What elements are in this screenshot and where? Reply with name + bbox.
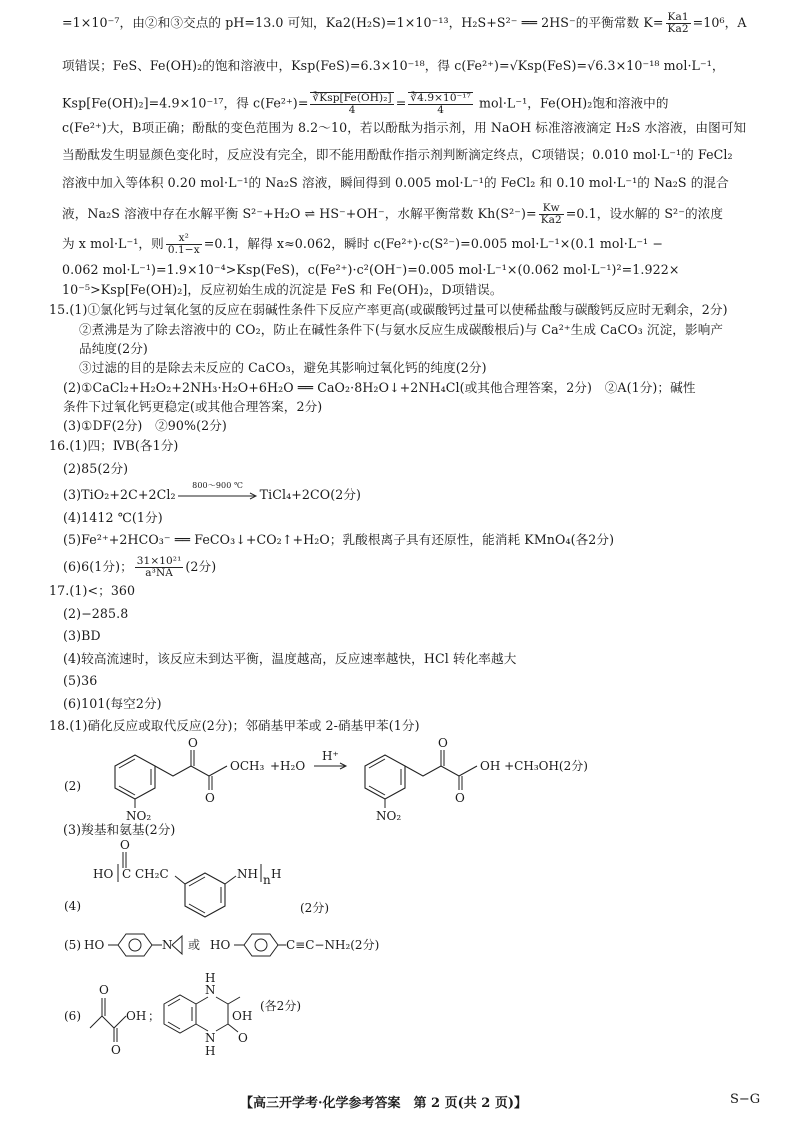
ring-double-bond	[369, 759, 385, 768]
cube-root-fraction-1	[310, 92, 393, 116]
q18-polymer-structure	[60, 840, 380, 944]
q14-line-7	[62, 203, 777, 226]
q17-line-2	[63, 606, 778, 622]
q16-l3-a: (3)TiO₂+2C+2Cl₂	[63, 487, 176, 502]
footer-code: S−G	[730, 1092, 761, 1107]
q14-line-8	[62, 233, 777, 256]
frac-den: 4	[437, 104, 444, 116]
q18-line-1	[49, 718, 764, 734]
frac-den: a³NA	[145, 567, 173, 579]
q16-l4-text: (4)1412 ℃(1分)	[63, 510, 163, 525]
carbonyl-o: O	[99, 983, 109, 997]
product-chain	[405, 766, 477, 776]
q14-l4-text: c(Fe²⁺)大，B项正确；酚酞的变色范围为 8.2～10，若以酚酞为指示剂，用 NaOH 标准溶液滴定 H₂S 水溶液，由图可知	[62, 120, 747, 135]
q15-l7-text: (3)①DF(2分) ②90%(2分)	[63, 418, 227, 433]
aromatic-circle	[255, 939, 267, 951]
q15-l3-text: 品纯度(2分)	[79, 341, 148, 356]
q14-l2-text: 项错误；FeS、Fe(OH)₂的饱和溶液中，Ksp(FeS)=6.3×10⁻¹⁸，得 c(Fe²⁺)=√Ksp(FeS)=√6.3×10⁻¹⁸ mol·L⁻¹，	[62, 58, 725, 73]
q15-line-5	[63, 380, 778, 396]
isomer-figure	[60, 930, 560, 960]
q16-l5-text: (5)Fe²⁺+2HCO₃⁻ ══ FeCO₃↓+CO₂↑+H₂O；乳酸根离子具有还原性，能消耗 KMnO₄(各2分)	[63, 532, 615, 547]
q14-l1-tail: =10⁶，A	[692, 15, 747, 30]
aziridine-n: N	[162, 938, 173, 952]
q16-line-4	[63, 510, 778, 526]
carbonyl-o: O	[205, 791, 215, 805]
benzene-ring-quinoxaline	[164, 995, 196, 1033]
density-fraction	[135, 556, 184, 579]
isomer-a-ho: HO	[84, 938, 105, 952]
frac-den: 0.1−x	[167, 244, 200, 256]
q18-2-label: (2)	[64, 779, 81, 793]
ester-och3: OCH₃	[230, 759, 265, 773]
q16-line-6	[63, 556, 778, 579]
q18-hydrolysis-reaction	[60, 738, 700, 832]
benzene-ring-isomer-a	[118, 934, 152, 956]
q18-6-label: (6)	[64, 1009, 81, 1023]
q14-l8-a: 为 x mol·L⁻¹，则	[62, 236, 164, 251]
q14-l9-text: 0.062 mol·L⁻¹)=1.9×10⁻⁴>Ksp(FeS)，c(Fe²⁺)·c²(OH⁻)=0.005 mol·L⁻¹×(0.062 mol·L⁻¹)²=1.922×	[62, 262, 680, 277]
carbonyl-o: O	[111, 1043, 121, 1057]
q14-l1-text: =1×10⁻⁷，由②和③交点的 pH=13.0 可知，Ka2(H₂S)=1×10⁻¹³，H₂S+S²⁻ ══ 2HS⁻的平衡常数 K=	[62, 15, 664, 30]
q17-l1-text: 17.(1)<；360	[49, 583, 136, 598]
ring-double-bond	[119, 786, 135, 795]
q18-6-score: (各2分)	[260, 999, 301, 1013]
ring-h-bottom: H	[205, 1044, 216, 1058]
q16-l1-text: 16.(1)四；ⅣB(各1分)	[49, 438, 179, 453]
bond	[196, 997, 208, 1004]
q15-line-1	[49, 302, 764, 318]
reaction-condition: 800～900 ℃	[192, 480, 244, 490]
polymer-ho: HO	[93, 867, 114, 881]
ring-h-top: H	[205, 971, 216, 985]
frac-num: x²	[166, 233, 202, 245]
q16-line-3	[63, 480, 778, 504]
polymer-nh: NH	[237, 867, 258, 881]
q14-line-2	[62, 58, 777, 74]
q14-l7-a: 液，Na₂S 溶液中存在水解平衡 S²⁻+H₂O ⇌ HS⁻+OH⁻，水解平衡常数 Kh(S²⁻)=	[62, 206, 537, 221]
methyl-bond	[228, 997, 240, 1004]
q17-l2-text: (2)−285.8	[63, 606, 129, 621]
carbonyl-o-top: O	[438, 736, 448, 750]
product-text: OH +CH₃OH(2分)	[480, 759, 588, 773]
separator: ；	[148, 1009, 161, 1023]
aromatic-circle	[129, 939, 141, 951]
polymer-c: C	[122, 867, 132, 881]
q15-line-7	[63, 418, 778, 434]
benzene-ring-isomer-b	[244, 934, 278, 956]
q17-l5-text: (5)36	[63, 673, 98, 688]
reactant-no2: NO₂	[126, 809, 152, 823]
plus-water: +H₂O	[270, 759, 306, 773]
q15-l2-text: ②煮沸是为了除去溶液中的 CO₂，防止在碱性条件下(与氨水反应生成碳酸根后)与 Ca²⁺生成 CaCO₃ 沉淀，影响产	[79, 322, 724, 337]
equilibrium-constant-fraction	[666, 12, 691, 35]
pyruvic-oh: OH	[126, 1009, 147, 1023]
q16-line-5	[63, 532, 778, 548]
frac-num: Ka1	[667, 11, 689, 23]
ring-double-bond	[189, 877, 205, 886]
q16-l2-text: (2)85(2分)	[63, 461, 129, 476]
q14-line-10	[62, 282, 777, 298]
q16-l3-b: TiCl₄+2CO(2分)	[259, 487, 362, 502]
q14-l7-b: =0.1，设水解的 S²⁻的浓度	[565, 206, 724, 221]
isomer-b-ho: HO	[210, 938, 231, 952]
q14-line-4	[62, 120, 777, 136]
q17-line-5	[63, 673, 778, 689]
hydrolysis-constant-fraction	[539, 203, 564, 226]
q15-l4-text: ③过滤的目的是除去未反应的 CaCO₃，避免其影响过氧化钙的纯度(2分)	[79, 360, 487, 375]
frac-num: ∛4.9×10⁻¹⁷	[410, 92, 471, 104]
hydrolysis-scheme-figure	[60, 738, 700, 828]
carbonyl-o: O	[238, 1031, 248, 1045]
carbonyl-o: O	[120, 838, 130, 852]
product-no2: NO₂	[376, 809, 402, 823]
pyruvic-skeleton	[90, 1016, 126, 1028]
q18-4-score: (2分)	[300, 901, 329, 915]
q14-l10-text: 10⁻⁵>Ksp[Fe(OH)₂]，反应初始生成的沉淀是 FeS 和 Fe(OH)₂，D项错误。	[62, 282, 503, 297]
q15-line-4	[79, 360, 794, 376]
q15-l1-text: 15.(1)①氯化钙与过氧化氢的反应在弱碱性条件下反应产率更高(或碳酸钙过量可以使稀盐酸与碳酸钙反应时无剩余，2分)	[49, 302, 728, 317]
q15-line-2	[79, 322, 794, 338]
q18-final-structures	[60, 970, 460, 1064]
q18-4-label: (4)	[64, 899, 81, 913]
benzene-ring-product	[365, 755, 405, 799]
ring-to-ch2-bond	[175, 876, 185, 884]
q16-line-2	[63, 461, 778, 477]
final-products-figure	[60, 970, 460, 1060]
footer-title: 【高三开学考·化学参考答案 第 2 页(共 2 页)】	[240, 1096, 528, 1111]
bond	[216, 997, 228, 1004]
ring-double-bond	[168, 999, 180, 1006]
q18-5-label: (5)	[64, 938, 81, 952]
q16-line-1	[49, 438, 764, 454]
polymer-ch2: CH₂C	[135, 867, 169, 881]
polymer-h: H	[271, 867, 282, 881]
bond	[196, 1024, 208, 1031]
q14-l3-c: mol·L⁻¹，Fe(OH)₂饱和溶液中的	[474, 95, 669, 111]
carbonyl-bond	[228, 1024, 238, 1032]
frac-den: 4	[348, 104, 356, 116]
q18-l3-text: (3)羧基和氨基(2分)	[63, 822, 176, 837]
q17-line-1	[49, 583, 764, 599]
q17-line-3	[63, 628, 778, 644]
or-word: 或	[188, 938, 201, 952]
q18-l1-text: 18.(1)硝化反应或取代反应(2分)；邻硝基甲苯或 2-硝基甲苯(1分)	[49, 718, 420, 733]
reaction-arrow-condition	[176, 480, 260, 504]
q14-line-5	[62, 147, 777, 163]
ring-to-nh-bond	[225, 876, 236, 884]
isomer-b-tail: C≡C−NH₂(2分)	[286, 938, 380, 952]
q14-line-1	[62, 12, 777, 35]
benzene-ring-polymer	[185, 873, 225, 917]
quinoxaline-oh: OH	[232, 1009, 253, 1023]
polymer-n: n	[263, 873, 271, 887]
q14-l3-b: =	[395, 95, 407, 111]
frac-num: ∛Ksp[Fe(OH)₂]	[312, 92, 392, 104]
q14-l6-text: 溶液中加入等体积 0.20 mol·L⁻¹的 Na₂S 溶液，瞬间得到 0.005 mol·L⁻¹的 FeCl₂ 和 0.10 mol·L⁻¹的 Na₂S 的混合	[62, 175, 729, 190]
carbonyl-o-top: O	[188, 736, 198, 750]
q16-l6-a: (6)6(1分)；	[63, 559, 133, 574]
ring-double-bond	[168, 1022, 180, 1029]
frac-num: 31×10²¹	[136, 555, 182, 567]
x-fraction	[166, 233, 202, 256]
q15-line-3	[79, 341, 794, 357]
carbonyl-o: O	[455, 791, 465, 805]
frac-den: Ka2	[540, 214, 562, 226]
benzene-ring-reactant	[115, 755, 155, 799]
frac-num: Kw	[539, 203, 564, 215]
q18-isomer-structures	[60, 930, 560, 964]
side-chain	[155, 766, 227, 776]
q14-l8-b: =0.1，解得 x≈0.062，瞬时 c(Fe²⁺)·c(S²⁻)=0.005 mol·L⁻¹×(0.1 mol·L⁻¹ −	[203, 236, 663, 251]
frac-den: Ka2	[667, 23, 689, 35]
q17-l3-text: (3)BD	[63, 628, 101, 643]
q14-l3-a: Ksp[Fe(OH)₂]=4.9×10⁻¹⁷，得 c(Fe²⁺)=	[62, 95, 309, 111]
q17-l6-text: (6)101(每空2分)	[63, 696, 162, 711]
q14-line-3	[62, 92, 777, 116]
q14-line-9	[62, 262, 777, 278]
acid-catalyst: H⁺	[322, 749, 339, 763]
polyamide-figure	[60, 840, 380, 940]
ring-double-bond	[189, 904, 205, 913]
q14-l5-text: 当酚酞发生明显颜色变化时，反应没有完全，即不能用酚酞作指示剂判断滴定终点，C项错误；0.010 mol·L⁻¹的 FeCl₂	[62, 147, 733, 162]
q18-line-3	[63, 822, 778, 838]
q17-line-6	[63, 696, 778, 712]
q15-line-6	[63, 399, 778, 415]
q14-line-6	[62, 175, 777, 191]
arrow-icon	[176, 491, 260, 501]
ring-n-top: N	[205, 983, 216, 997]
q17-line-4	[63, 651, 778, 667]
aziridine-ring	[172, 936, 182, 954]
bond	[216, 1024, 228, 1031]
q17-l4-text: (4)较高流速时，该反应未到达平衡，温度越高，反应速率越快，HCl 转化率越大	[63, 651, 517, 666]
ring-n-bottom: N	[205, 1031, 216, 1045]
q16-l6-b: (2分)	[185, 559, 217, 574]
ring-double-bond	[369, 786, 385, 795]
q15-l5-text: (2)①CaCl₂+H₂O₂+2NH₃·H₂O+6H₂O ══ CaO₂·8H₂O↓+2NH₄Cl(或其他合理答案，2分) ②A(1分)；碱性	[63, 380, 696, 395]
q15-l6-text: 条件下过氧化钙更稳定(或其他合理答案，2分)	[63, 399, 323, 414]
ring-double-bond	[119, 759, 135, 768]
cube-root-fraction-2	[408, 92, 473, 116]
